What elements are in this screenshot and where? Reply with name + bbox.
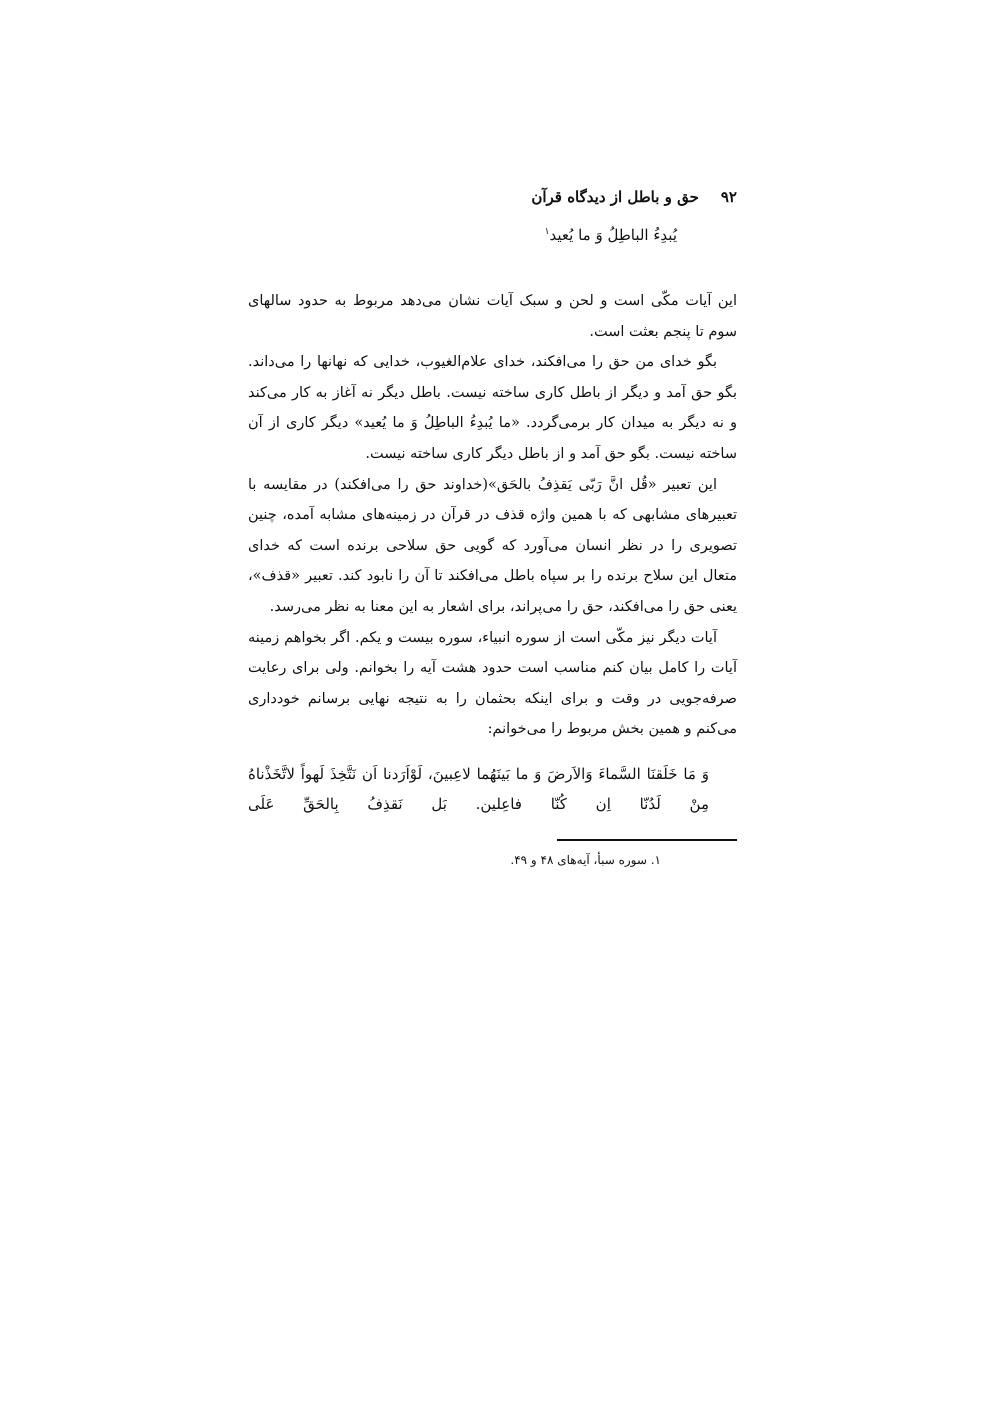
paragraph: آیات دیگر نیز مکّی است از سوره انبیاء، سوره بیست و یکم. اگر بخواهم زمینه آیات را کامل بیان کنم مناسب است حدود هشت آیه را بخوانم. ولی برای رعایت صرفه‌جویی در وقت و برای اینکه بحثمان را به نتیجه نهایی برسانم خودداری می‌کنم و همین بخش مربوط را می‌خوانم: (248, 629, 737, 738)
paragraph: این آیات مکّی است و لحن و سبک آیات نشان می‌دهد مربوط به حدود سالهای سوم تا پنجم بعثت است. (248, 293, 737, 340)
quran-quote: وَ مَا خَلَقنَا السَّماءَ وَالاَرضَ وَ ما بَينَهُما لاعِبينَ، لَوْاَرَدنا اَن نَتَّخِذَ لَهواً لاتَّخَذْناهُ مِنْ لَدُنّا اِن كُنّا فاعِلين. بَل نَقذِفُ بِالحَقِّ عَلَى (248, 764, 709, 813)
body-text (248, 286, 737, 745)
paragraph: بگو خدای من حق را می‌افکند، خدای علام‌الغیوب، خدایی که نهانها را می‌داند. بگو حق آمد و دیگر از باطل کاری ساخته نیست. باطل دیگر نه آغاز به کار می‌کند و نه دیگر به میدان کار برمی‌گردد. «ما يُبدِءُ الباطِلُ وَ ما يُعيد» دیگر کاری از آن ساخته نیست. بگو حق آمد و از باطل دیگر کاری ساخته نیست. (248, 354, 737, 462)
top-verse-text: يُبدِءُ الباطِلُ وَ ما يُعيد (549, 226, 677, 244)
footnote-marker: ۱ (544, 227, 550, 237)
footnote-divider (557, 839, 737, 841)
book-page (248, 188, 737, 867)
book-title: حق و باطل از دیدگاه قرآن (531, 188, 699, 206)
top-verse (248, 226, 677, 260)
running-head (248, 188, 737, 214)
footnote: ۱. سوره سبأ، آیه‌های ۴۸ و ۴۹. (510, 852, 661, 867)
paragraph: این تعبیر «قُل انَّ رَبّی يَقذِفُ بالحَق»(خداوند حق را می‌افکند) در مقایسه با تعبیرهای مشابهی که با همین واژه قذف در قرآن در زمینه‌های مشابه آمده، چنین تصویری را در نظر انسان می‌آورد که گویی حق سلاحی برنده است که خدای متعال این سلاح برنده را بر سپاه باطل می‌افکند تا آن را نابود کند. تعبیر «قذف»، یعنی حق را می‌افکند، حق را می‌پراند، برای اشعار به این معنا به نظر می‌رسد. (248, 476, 737, 615)
page-number: ۹۲ (720, 188, 737, 206)
